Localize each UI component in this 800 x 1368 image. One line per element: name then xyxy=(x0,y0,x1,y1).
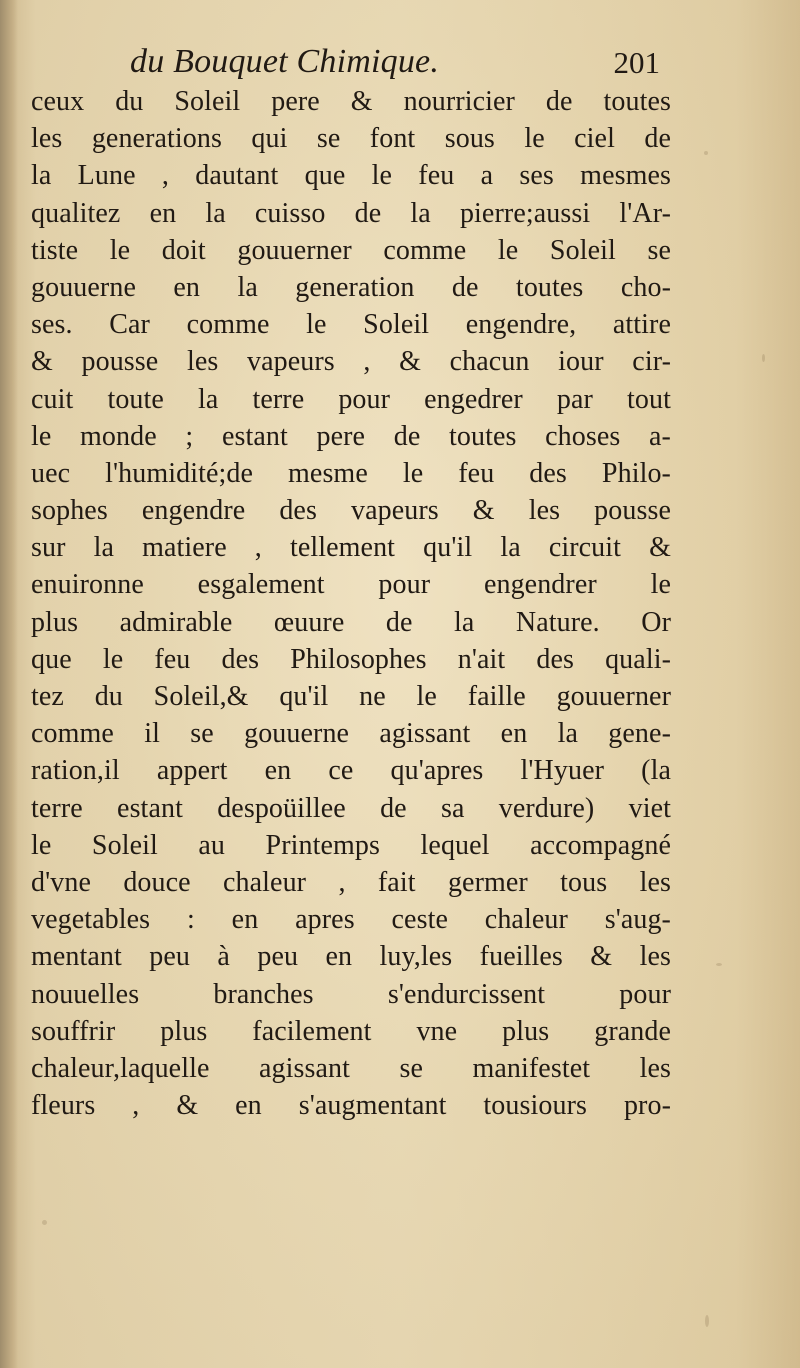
text-line: ceux du Soleil pere & nourricier de toutes xyxy=(31,86,671,117)
text-line: sophes engendre des vapeurs & les pousse xyxy=(31,495,671,527)
paper-speck xyxy=(762,354,765,362)
text-line: cuit toute la terre pour engedrer par tout xyxy=(31,383,671,415)
text-line: uec l'humidité;de mesme le feu des Philo- xyxy=(31,457,671,489)
page-number: 201 xyxy=(613,45,660,80)
text-line: que le feu des Philosophes n'ait des quali- xyxy=(31,643,671,675)
paper-speck xyxy=(705,1315,709,1327)
paper-speck xyxy=(704,151,708,155)
text-line: terre estant despoüillee de sa verdure) viet xyxy=(31,792,671,824)
text-line: la Lune , dautant que le feu a ses mesmes xyxy=(31,160,671,192)
text-line: ration,il appert en ce qu'apres l'Hyuer (la xyxy=(31,755,671,787)
text-line: chaleur,laquelle agissant se manifestet les xyxy=(31,1052,671,1084)
text-line: d'vne douce chaleur , fait germer tous les xyxy=(31,866,671,898)
text-line: plus admirable œuure de la Nature. Or xyxy=(31,606,671,638)
text-line: les generations qui se font sous le ciel de xyxy=(31,123,671,155)
paper-speck xyxy=(716,963,722,966)
text-line: & pousse les vapeurs , & chacun iour cir- xyxy=(31,346,671,378)
text-line: souffrir plus facilement vne plus grande xyxy=(31,1015,671,1047)
text-line: tiste le doit gouuerner comme le Soleil se xyxy=(31,234,671,266)
text-line: le monde ; estant pere de toutes choses a- xyxy=(31,420,671,452)
text-line: sur la matiere , tellement qu'il la circuit & xyxy=(31,532,671,564)
text-line: le Soleil au Printemps lequel accompagné xyxy=(31,829,671,861)
text-line: nouuelles branches s'endurcissent pour xyxy=(31,978,671,1010)
paper-speck xyxy=(42,1220,47,1225)
text-line: qualitez en la cuisso de la pierre;aussi l'Ar- xyxy=(31,197,671,229)
running-title: du Bouquet Chimique. xyxy=(130,43,440,80)
text-line: mentant peu à peu en luy,les fueilles & les xyxy=(31,941,671,973)
text-line: enuironne esgalement pour engendrer le xyxy=(31,569,671,601)
text-line: fleurs , & en s'augmentant tousiours pro- xyxy=(31,1090,671,1122)
text-line: gouuerne en la generation de toutes cho- xyxy=(31,271,671,303)
page-binding-shadow xyxy=(0,0,18,1368)
body-text xyxy=(31,83,671,1124)
text-line: ses. Car comme le Soleil engendre, attire xyxy=(31,309,671,341)
text-line: vegetables : en apres ceste chaleur s'aug- xyxy=(31,904,671,936)
text-line: comme il se gouuerne agissant en la gene- xyxy=(31,718,671,750)
text-line: tez du Soleil,& qu'il ne le faille gouuerner xyxy=(31,681,671,712)
